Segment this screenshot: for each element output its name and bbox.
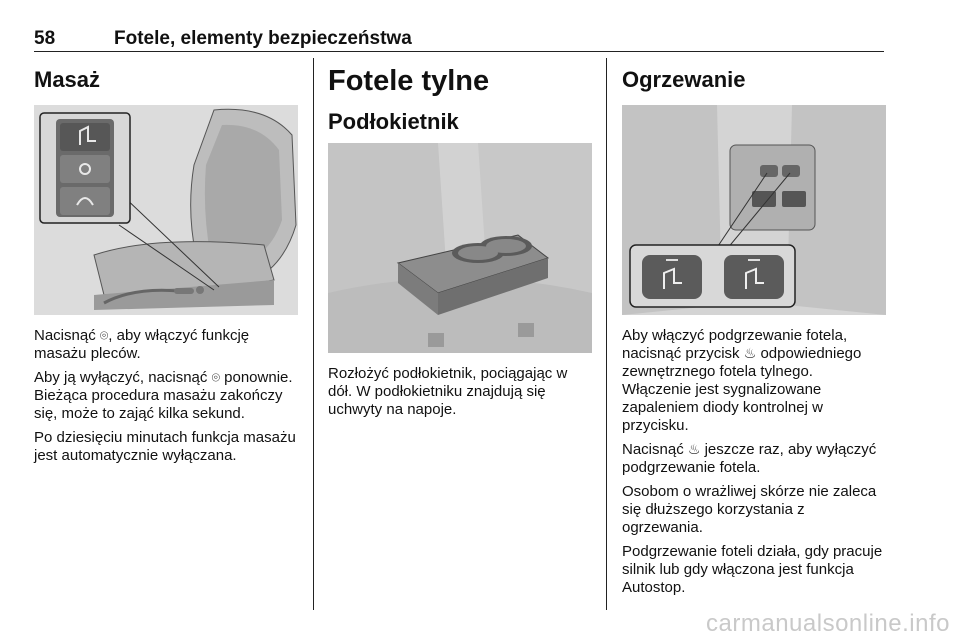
heating-text-3: Osobom o wrażliwej skórze nie zaleca się dłuższego korzystania z ogrzewania. [622, 483, 877, 536]
massage-text-2a: Aby ją wyłączyć, nacisnąć [34, 369, 212, 386]
heating-text-1a: Aby włączyć podgrzewanie fotela, nacisnąć przycisk [622, 327, 848, 362]
subheading-armrest: Podłokietnik [328, 109, 459, 134]
heating-drawing [622, 105, 886, 315]
section-heading-heating: Ogrzewanie [622, 67, 746, 92]
massage-text-3: Po dziesięciu minutach funkcja masażu jest automatycznie wyłączana. [34, 429, 296, 464]
heating-text-4: Podgrzewanie foteli działa, gdy pracuje silnik lub gdy włączona jest funkcja Autostop. [622, 543, 883, 596]
seat-massage-drawing [34, 105, 298, 315]
column-massage [34, 58, 298, 471]
heating-text-2b: jeszcze raz, aby wyłączyć podgrzewanie fotela. [622, 441, 877, 476]
section-heading-rear-seats: Fotele tylne [328, 65, 490, 97]
massage-text-2b: ponownie. Bieżąca procedura masażu zakończy się, może to zająć kilka sekund. [34, 369, 293, 422]
armrest-drawing [328, 143, 592, 353]
header-rule [34, 51, 884, 52]
heating-text-1b: odpowiedniego zewnętrznego fotela tylnego. Włączenie jest sygnalizowane zapaleniem diody kontrolnej w przycisku. [622, 345, 862, 434]
heating-illustration [622, 105, 886, 315]
seat-heating-icon: ♨ [743, 346, 757, 362]
heating-text-2a: Nacisnąć [622, 441, 688, 458]
heating-text-2 [622, 441, 886, 477]
column-divider-1 [313, 58, 314, 610]
massage-text-2 [34, 369, 298, 423]
page-number: 58 [34, 28, 56, 49]
massage-text-1b: , aby włączyć funkcję masażu pleców. [34, 327, 250, 362]
massage-illustration [34, 105, 298, 315]
massage-text-1a: Nacisnąć [34, 327, 100, 344]
massage-text-1 [34, 327, 298, 363]
armrest-text: Rozłożyć podłokietnik, pociągając w dół. W podłokietniku znajdują się uchwyty na napoje. [328, 365, 568, 418]
seat-heating-icon-2: ♨ [687, 442, 701, 458]
column-divider-2 [606, 58, 607, 610]
watermark: carmanualsonline.info [706, 610, 950, 637]
massage-button-icon-2: ⌾ [211, 370, 220, 386]
page-title: Fotele, elementy bezpieczeństwa [114, 28, 412, 49]
heating-text-1 [622, 327, 886, 435]
column-heating [622, 58, 886, 603]
massage-button-icon: ⌾ [99, 328, 109, 344]
column-rear-seats [328, 58, 592, 425]
section-heading-massage: Masaż [34, 67, 101, 92]
armrest-illustration [328, 143, 592, 353]
